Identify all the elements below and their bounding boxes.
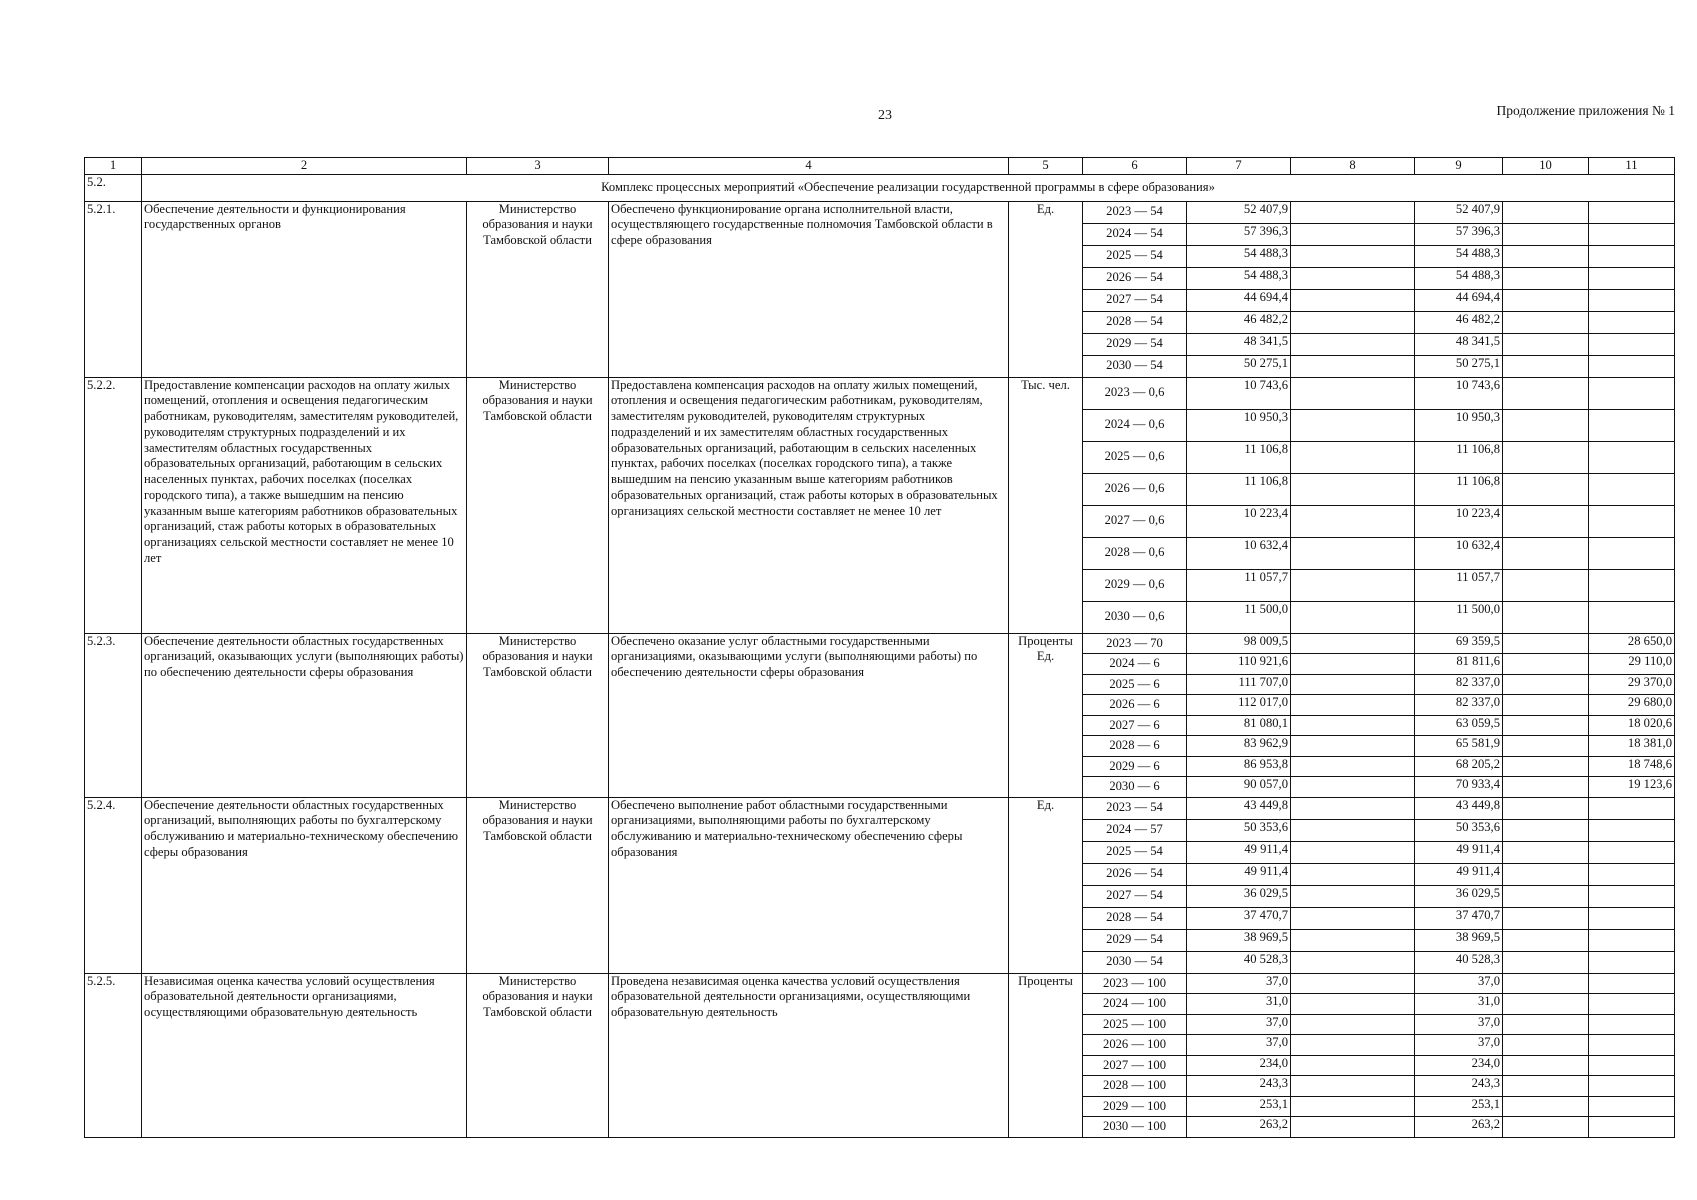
regional-amount: 54 488,3 xyxy=(1415,245,1503,267)
local-amount xyxy=(1503,797,1589,819)
local-amount xyxy=(1503,311,1589,333)
local-amount xyxy=(1503,201,1589,223)
measure-number: 5.2.4. xyxy=(85,797,142,973)
local-amount xyxy=(1503,951,1589,973)
year-target: 2028 — 100 xyxy=(1083,1076,1187,1097)
regional-amount: 10 223,4 xyxy=(1415,505,1503,537)
year-target: 2029 — 100 xyxy=(1083,1096,1187,1117)
year-target: 2030 — 0,6 xyxy=(1083,601,1187,633)
extrabudget-amount xyxy=(1589,819,1675,841)
regional-amount: 36 029,5 xyxy=(1415,885,1503,907)
regional-amount: 46 482,2 xyxy=(1415,311,1503,333)
year-target: 2030 — 6 xyxy=(1083,777,1187,798)
measure-unit xyxy=(1009,377,1083,633)
measure-unit xyxy=(1009,797,1083,973)
regional-amount: 49 911,4 xyxy=(1415,863,1503,885)
total-amount: 86 953,8 xyxy=(1187,756,1291,777)
regional-amount: 37,0 xyxy=(1415,1014,1503,1035)
extrabudget-amount xyxy=(1589,441,1675,473)
year-target: 2026 — 100 xyxy=(1083,1035,1187,1056)
extrabudget-amount xyxy=(1589,994,1675,1015)
extrabudget-amount xyxy=(1589,951,1675,973)
local-amount xyxy=(1503,929,1589,951)
extrabudget-amount xyxy=(1589,409,1675,441)
extrabudget-amount xyxy=(1589,1035,1675,1056)
local-amount xyxy=(1503,994,1589,1015)
total-amount: 48 341,5 xyxy=(1187,333,1291,355)
year-target: 2026 — 0,6 xyxy=(1083,473,1187,505)
extrabudget-amount: 18 748,6 xyxy=(1589,756,1675,777)
federal-amount xyxy=(1291,409,1415,441)
extrabudget-amount xyxy=(1589,907,1675,929)
year-target: 2026 — 54 xyxy=(1083,267,1187,289)
table-row xyxy=(85,633,1675,654)
federal-amount xyxy=(1291,695,1415,716)
federal-amount xyxy=(1291,715,1415,736)
regional-amount: 243,3 xyxy=(1415,1076,1503,1097)
total-amount: 49 911,4 xyxy=(1187,841,1291,863)
extrabudget-amount xyxy=(1589,1076,1675,1097)
federal-amount xyxy=(1291,841,1415,863)
year-target: 2030 — 100 xyxy=(1083,1117,1187,1138)
column-number: 11 xyxy=(1589,158,1675,175)
regional-amount: 10 950,3 xyxy=(1415,409,1503,441)
federal-amount xyxy=(1291,223,1415,245)
federal-amount xyxy=(1291,537,1415,569)
complex-number: 5.2. xyxy=(85,174,142,201)
column-number: 7 xyxy=(1187,158,1291,175)
federal-amount xyxy=(1291,1096,1415,1117)
federal-amount xyxy=(1291,654,1415,675)
extrabudget-amount xyxy=(1589,1014,1675,1035)
extrabudget-amount xyxy=(1589,973,1675,994)
measure-name: Предоставление компенсации расходов на оплату жилых помещений, отопления и освещения педагогическим работникам, руководителям, заместителям руководителей, руководителям структурных подразделений и их заместителям областных государственных образовательных организаций, работающим в сельских населенных пунктах, рабочих поселках (поселках городского типа), а также вышедшим на пенсию указанным выше категориям работников образовательных организаций, стаж работы которых в образовательных организациях сельской местности составляет не менее 10 лет xyxy=(142,377,467,633)
extrabudget-amount xyxy=(1589,601,1675,633)
regional-amount: 54 488,3 xyxy=(1415,267,1503,289)
federal-amount xyxy=(1291,951,1415,973)
year-target: 2024 — 100 xyxy=(1083,994,1187,1015)
total-amount: 10 743,6 xyxy=(1187,377,1291,409)
year-target: 2029 — 54 xyxy=(1083,333,1187,355)
year-target: 2026 — 54 xyxy=(1083,863,1187,885)
unit-label: Проценты xyxy=(1018,973,1073,988)
unit-label: Ед. xyxy=(1036,201,1055,216)
total-amount: 10 632,4 xyxy=(1187,537,1291,569)
extrabudget-amount xyxy=(1589,311,1675,333)
local-amount xyxy=(1503,841,1589,863)
regional-amount: 70 933,4 xyxy=(1415,777,1503,798)
total-amount: 253,1 xyxy=(1187,1096,1291,1117)
local-amount xyxy=(1503,777,1589,798)
regional-amount: 65 581,9 xyxy=(1415,736,1503,757)
year-target: 2026 — 6 xyxy=(1083,695,1187,716)
extrabudget-amount xyxy=(1589,1096,1675,1117)
federal-amount xyxy=(1291,473,1415,505)
local-amount xyxy=(1503,973,1589,994)
regional-amount: 50 353,6 xyxy=(1415,819,1503,841)
federal-amount xyxy=(1291,863,1415,885)
year-target: 2023 — 54 xyxy=(1083,797,1187,819)
extrabudget-amount: 19 123,6 xyxy=(1589,777,1675,798)
year-target: 2023 — 100 xyxy=(1083,973,1187,994)
measure-result: Проведена независимая оценка качества условий осуществления образовательной деятельности организациями, осуществляющими образовательную деятельность xyxy=(609,973,1009,1137)
total-amount: 37,0 xyxy=(1187,1014,1291,1035)
year-target: 2023 — 0,6 xyxy=(1083,377,1187,409)
column-number: 1 xyxy=(85,158,142,175)
local-amount xyxy=(1503,355,1589,377)
local-amount xyxy=(1503,409,1589,441)
measure-result: Обеспечено выполнение работ областными государственными организациями, выполняющими работы по бухгалтерскому обслуживанию и материально-техническому обеспечению сферы образования xyxy=(609,797,1009,973)
extrabudget-amount xyxy=(1589,797,1675,819)
local-amount xyxy=(1503,1014,1589,1035)
federal-amount xyxy=(1291,1035,1415,1056)
extrabudget-amount: 18 020,6 xyxy=(1589,715,1675,736)
measure-name: Обеспечение деятельности и функционирования государственных органов xyxy=(142,201,467,377)
year-target: 2025 — 54 xyxy=(1083,245,1187,267)
column-number: 5 xyxy=(1009,158,1083,175)
local-amount xyxy=(1503,1117,1589,1138)
column-number-row xyxy=(85,158,1675,175)
regional-amount: 81 811,6 xyxy=(1415,654,1503,675)
federal-amount xyxy=(1291,245,1415,267)
regional-amount: 11 057,7 xyxy=(1415,569,1503,601)
year-target: 2028 — 54 xyxy=(1083,907,1187,929)
extrabudget-amount xyxy=(1589,1117,1675,1138)
regional-amount: 82 337,0 xyxy=(1415,674,1503,695)
year-target: 2027 — 0,6 xyxy=(1083,505,1187,537)
measure-number: 5.2.2. xyxy=(85,377,142,633)
regional-amount: 68 205,2 xyxy=(1415,756,1503,777)
measure-result: Предоставлена компенсация расходов на оплату жилых помещений, отопления и освещения педагогическим работникам, руководителям, заместителям руководителей, руководителям структурных подразделений и их заместителям областных государственных образовательных организаций, работающим в сельских населенных пунктах, рабочих поселках (поселках городского типа), а также вышедшим на пенсию указанным выше категориям работников образовательных организаций, стаж работы которых в образовательных организациях сельской местности составляет не менее 10 лет xyxy=(609,377,1009,633)
measure-number: 5.2.3. xyxy=(85,633,142,797)
measure-result: Обеспечено оказание услуг областными государственными организациями, оказывающими услуги (выполняющими работы) по обеспечению деятельности сферы образования xyxy=(609,633,1009,797)
local-amount xyxy=(1503,756,1589,777)
regional-amount: 52 407,9 xyxy=(1415,201,1503,223)
federal-amount xyxy=(1291,1117,1415,1138)
federal-amount xyxy=(1291,777,1415,798)
federal-amount xyxy=(1291,1055,1415,1076)
extrabudget-amount xyxy=(1589,841,1675,863)
regional-amount: 40 528,3 xyxy=(1415,951,1503,973)
measure-unit xyxy=(1009,633,1083,797)
regional-amount: 234,0 xyxy=(1415,1055,1503,1076)
federal-amount xyxy=(1291,333,1415,355)
year-target: 2029 — 6 xyxy=(1083,756,1187,777)
extrabudget-amount xyxy=(1589,377,1675,409)
extrabudget-amount xyxy=(1589,505,1675,537)
regional-amount: 49 911,4 xyxy=(1415,841,1503,863)
regional-amount: 63 059,5 xyxy=(1415,715,1503,736)
local-amount xyxy=(1503,715,1589,736)
year-target: 2024 — 54 xyxy=(1083,223,1187,245)
federal-amount xyxy=(1291,674,1415,695)
continuation-note: Продолжение приложения № 1 xyxy=(1496,103,1675,118)
federal-amount xyxy=(1291,355,1415,377)
total-amount: 38 969,5 xyxy=(1187,929,1291,951)
federal-amount xyxy=(1291,885,1415,907)
extrabudget-amount xyxy=(1589,289,1675,311)
extrabudget-amount xyxy=(1589,473,1675,505)
total-amount: 40 528,3 xyxy=(1187,951,1291,973)
column-number: 10 xyxy=(1503,158,1589,175)
local-amount xyxy=(1503,633,1589,654)
federal-amount xyxy=(1291,797,1415,819)
unit-label: Проценты xyxy=(1018,633,1073,648)
regional-amount: 50 275,1 xyxy=(1415,355,1503,377)
local-amount xyxy=(1503,674,1589,695)
regional-amount: 253,1 xyxy=(1415,1096,1503,1117)
total-amount: 31,0 xyxy=(1187,994,1291,1015)
regional-amount: 82 337,0 xyxy=(1415,695,1503,716)
regional-amount: 48 341,5 xyxy=(1415,333,1503,355)
total-amount: 98 009,5 xyxy=(1187,633,1291,654)
year-target: 2029 — 0,6 xyxy=(1083,569,1187,601)
federal-amount xyxy=(1291,377,1415,409)
federal-amount xyxy=(1291,601,1415,633)
total-amount: 112 017,0 xyxy=(1187,695,1291,716)
federal-amount xyxy=(1291,569,1415,601)
year-target: 2024 — 57 xyxy=(1083,819,1187,841)
extrabudget-amount xyxy=(1589,245,1675,267)
total-amount: 37,0 xyxy=(1187,973,1291,994)
regional-amount: 11 106,8 xyxy=(1415,473,1503,505)
total-amount: 49 911,4 xyxy=(1187,863,1291,885)
regional-amount: 43 449,8 xyxy=(1415,797,1503,819)
column-number: 9 xyxy=(1415,158,1503,175)
regional-amount: 69 359,5 xyxy=(1415,633,1503,654)
regional-amount: 37,0 xyxy=(1415,973,1503,994)
total-amount: 111 707,0 xyxy=(1187,674,1291,695)
regional-amount: 37 470,7 xyxy=(1415,907,1503,929)
extrabudget-amount xyxy=(1589,333,1675,355)
table-row xyxy=(85,377,1675,409)
page-number: 23 xyxy=(878,108,892,123)
total-amount: 81 080,1 xyxy=(1187,715,1291,736)
extrabudget-amount xyxy=(1589,267,1675,289)
regional-amount: 31,0 xyxy=(1415,994,1503,1015)
year-target: 2025 — 100 xyxy=(1083,1014,1187,1035)
federal-amount xyxy=(1291,736,1415,757)
regional-amount: 38 969,5 xyxy=(1415,929,1503,951)
year-target: 2028 — 54 xyxy=(1083,311,1187,333)
year-target: 2027 — 6 xyxy=(1083,715,1187,736)
year-target: 2028 — 6 xyxy=(1083,736,1187,757)
total-amount: 37,0 xyxy=(1187,1035,1291,1056)
column-number: 3 xyxy=(467,158,609,175)
federal-amount xyxy=(1291,289,1415,311)
total-amount: 50 275,1 xyxy=(1187,355,1291,377)
complex-title: Комплекс процессных мероприятий «Обеспечение реализации государственной программы в сфере образования» xyxy=(142,174,1675,201)
year-target: 2025 — 0,6 xyxy=(1083,441,1187,473)
federal-amount xyxy=(1291,633,1415,654)
year-target: 2027 — 54 xyxy=(1083,289,1187,311)
total-amount: 90 057,0 xyxy=(1187,777,1291,798)
measure-name: Независимая оценка качества условий осуществления образовательной деятельности организациями, осуществляющими образовательную деятельность xyxy=(142,973,467,1137)
regional-amount: 11 500,0 xyxy=(1415,601,1503,633)
local-amount xyxy=(1503,333,1589,355)
extrabudget-amount xyxy=(1589,355,1675,377)
total-amount: 10 223,4 xyxy=(1187,505,1291,537)
federal-amount xyxy=(1291,311,1415,333)
extrabudget-amount: 29 110,0 xyxy=(1589,654,1675,675)
local-amount xyxy=(1503,1076,1589,1097)
total-amount: 52 407,9 xyxy=(1187,201,1291,223)
measure-executor: Министерство образования и науки Тамбовской области xyxy=(467,973,609,1137)
year-target: 2025 — 54 xyxy=(1083,841,1187,863)
column-number: 2 xyxy=(142,158,467,175)
federal-amount xyxy=(1291,441,1415,473)
federal-amount xyxy=(1291,994,1415,1015)
total-amount: 110 921,6 xyxy=(1187,654,1291,675)
local-amount xyxy=(1503,1035,1589,1056)
extrabudget-amount xyxy=(1589,885,1675,907)
year-target: 2023 — 70 xyxy=(1083,633,1187,654)
total-amount: 36 029,5 xyxy=(1187,885,1291,907)
total-amount: 234,0 xyxy=(1187,1055,1291,1076)
federal-amount xyxy=(1291,907,1415,929)
column-number: 8 xyxy=(1291,158,1415,175)
total-amount: 83 962,9 xyxy=(1187,736,1291,757)
local-amount xyxy=(1503,505,1589,537)
local-amount xyxy=(1503,473,1589,505)
total-amount: 243,3 xyxy=(1187,1076,1291,1097)
measure-unit xyxy=(1009,201,1083,377)
federal-amount xyxy=(1291,929,1415,951)
total-amount: 11 106,8 xyxy=(1187,441,1291,473)
complex-row xyxy=(85,174,1675,201)
local-amount xyxy=(1503,695,1589,716)
extrabudget-amount: 29 370,0 xyxy=(1589,674,1675,695)
regional-amount: 10 632,4 xyxy=(1415,537,1503,569)
year-target: 2030 — 54 xyxy=(1083,355,1187,377)
year-target: 2025 — 6 xyxy=(1083,674,1187,695)
total-amount: 11 057,7 xyxy=(1187,569,1291,601)
extrabudget-amount: 18 381,0 xyxy=(1589,736,1675,757)
extrabudget-amount xyxy=(1589,223,1675,245)
column-number: 6 xyxy=(1083,158,1187,175)
unit-label: Ед. xyxy=(1036,797,1055,812)
total-amount: 44 694,4 xyxy=(1187,289,1291,311)
total-amount: 11 106,8 xyxy=(1187,473,1291,505)
federal-amount xyxy=(1291,201,1415,223)
unit-label: Тыс. чел. xyxy=(1021,377,1070,392)
year-target: 2027 — 100 xyxy=(1083,1055,1187,1076)
year-target: 2028 — 0,6 xyxy=(1083,537,1187,569)
year-target: 2023 — 54 xyxy=(1083,201,1187,223)
local-amount xyxy=(1503,377,1589,409)
measure-executor: Министерство образования и науки Тамбовской области xyxy=(467,377,609,633)
total-amount: 10 950,3 xyxy=(1187,409,1291,441)
year-target: 2024 — 6 xyxy=(1083,654,1187,675)
total-amount: 54 488,3 xyxy=(1187,245,1291,267)
federal-amount xyxy=(1291,505,1415,537)
program-table xyxy=(84,157,1675,1138)
total-amount: 46 482,2 xyxy=(1187,311,1291,333)
local-amount xyxy=(1503,1055,1589,1076)
regional-amount: 11 106,8 xyxy=(1415,441,1503,473)
table-row xyxy=(85,973,1675,994)
extrabudget-amount: 29 680,0 xyxy=(1589,695,1675,716)
federal-amount xyxy=(1291,1076,1415,1097)
measure-number: 5.2.1. xyxy=(85,201,142,377)
local-amount xyxy=(1503,289,1589,311)
local-amount xyxy=(1503,537,1589,569)
local-amount xyxy=(1503,907,1589,929)
extrabudget-amount xyxy=(1589,569,1675,601)
local-amount xyxy=(1503,654,1589,675)
local-amount xyxy=(1503,441,1589,473)
measure-name: Обеспечение деятельности областных государственных организаций, оказывающих услуги (выполняющих работы) по обеспечению деятельности сферы образования xyxy=(142,633,467,797)
regional-amount: 44 694,4 xyxy=(1415,289,1503,311)
local-amount xyxy=(1503,736,1589,757)
extrabudget-amount xyxy=(1589,1055,1675,1076)
local-amount xyxy=(1503,885,1589,907)
total-amount: 11 500,0 xyxy=(1187,601,1291,633)
local-amount xyxy=(1503,863,1589,885)
federal-amount xyxy=(1291,973,1415,994)
local-amount xyxy=(1503,245,1589,267)
federal-amount xyxy=(1291,819,1415,841)
regional-amount: 10 743,6 xyxy=(1415,377,1503,409)
local-amount xyxy=(1503,569,1589,601)
total-amount: 50 353,6 xyxy=(1187,819,1291,841)
total-amount: 263,2 xyxy=(1187,1117,1291,1138)
regional-amount: 37,0 xyxy=(1415,1035,1503,1056)
table-row xyxy=(85,797,1675,819)
unit-label: Ед. xyxy=(1036,649,1055,664)
table-row xyxy=(85,201,1675,223)
column-number: 4 xyxy=(609,158,1009,175)
measure-executor: Министерство образования и науки Тамбовской области xyxy=(467,633,609,797)
local-amount xyxy=(1503,601,1589,633)
measure-result: Обеспечено функционирование органа исполнительной власти, осуществляющего государственные полномочия Тамбовской области в сфере образования xyxy=(609,201,1009,377)
extrabudget-amount xyxy=(1589,201,1675,223)
extrabudget-amount xyxy=(1589,863,1675,885)
measure-executor: Министерство образования и науки Тамбовской области xyxy=(467,797,609,973)
federal-amount xyxy=(1291,267,1415,289)
extrabudget-amount xyxy=(1589,537,1675,569)
total-amount: 37 470,7 xyxy=(1187,907,1291,929)
regional-amount: 57 396,3 xyxy=(1415,223,1503,245)
year-target: 2029 — 54 xyxy=(1083,929,1187,951)
local-amount xyxy=(1503,1096,1589,1117)
local-amount xyxy=(1503,819,1589,841)
local-amount xyxy=(1503,223,1589,245)
federal-amount xyxy=(1291,1014,1415,1035)
measure-unit xyxy=(1009,973,1083,1137)
measure-name: Обеспечение деятельности областных государственных организаций, выполняющих работы по бухгалтерскому обслуживанию и материально-техническому обеспечению сферы образования xyxy=(142,797,467,973)
measure-number: 5.2.5. xyxy=(85,973,142,1137)
year-target: 2024 — 0,6 xyxy=(1083,409,1187,441)
extrabudget-amount xyxy=(1589,929,1675,951)
measure-executor: Министерство образования и науки Тамбовской области xyxy=(467,201,609,377)
extrabudget-amount: 28 650,0 xyxy=(1589,633,1675,654)
year-target: 2030 — 54 xyxy=(1083,951,1187,973)
total-amount: 43 449,8 xyxy=(1187,797,1291,819)
year-target: 2027 — 54 xyxy=(1083,885,1187,907)
regional-amount: 263,2 xyxy=(1415,1117,1503,1138)
federal-amount xyxy=(1291,756,1415,777)
total-amount: 54 488,3 xyxy=(1187,267,1291,289)
local-amount xyxy=(1503,267,1589,289)
total-amount: 57 396,3 xyxy=(1187,223,1291,245)
